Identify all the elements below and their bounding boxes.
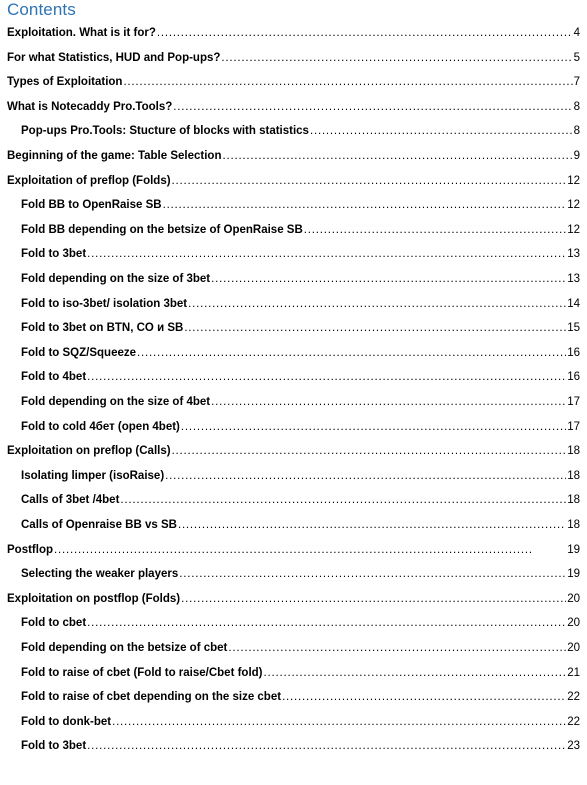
toc-entry-title: Fold to 3bet [21,740,87,753]
toc-entry[interactable] [21,320,580,336]
toc-entry[interactable] [21,517,580,533]
toc-entry-title: Fold to raise of cbet (Fold to raise/Cbet fold) [21,666,263,679]
toc-entry[interactable] [21,394,580,410]
dot-leader [123,74,572,90]
toc-entry-title: Isolating limper (isoRaise) [21,469,165,482]
toc-entry[interactable] [21,665,580,681]
toc-entry-title: Calls of 3bet /4bet [21,494,120,507]
toc-page-number: 18 [567,445,580,458]
toc-page-number: 12 [567,223,580,236]
toc-entry-title: Postflop [7,543,53,556]
toc-entry-title: Fold depending on the size of 4bet [21,396,211,408]
toc-entry-title: What is Notecaddy Pro.Tools? [7,100,173,113]
dot-leader [264,665,567,681]
dot-leader [173,99,572,115]
toc-entry-title: Beginning of the game: Table Selection [7,150,222,162]
toc-entry-title: Fold to SQZ/Squeeze [21,346,137,359]
toc-entry-title: Exploitation of preflop (Folds) [7,174,171,187]
toc-entry[interactable] [21,271,580,287]
dot-leader [188,296,566,312]
toc-entry-title: Fold BB to OpenRaise SB [21,199,162,212]
toc-entry-title: Fold depending on the betsize of cbet [21,642,228,654]
dot-leader [221,50,572,66]
toc-page-number: 16 [567,346,580,359]
toc-page-number: 13 [567,248,580,261]
dot-leader [228,640,566,656]
toc-page-number: 19 [567,543,580,556]
toc-page-number: 17 [567,420,580,433]
dot-leader [120,492,566,508]
dot-leader [87,615,566,631]
toc-entry[interactable] [21,345,580,361]
toc-page-number: 19 [567,568,580,581]
toc-page-number: 18 [567,519,580,531]
toc-entry-title: Exploitation on preflop (Calls) [7,445,171,458]
toc-page-number: 21 [567,666,580,679]
toc-page-number: 20 [567,592,580,605]
toc-page-number: 13 [567,273,580,285]
toc-entry[interactable] [7,148,580,164]
toc-entry[interactable] [7,443,580,459]
toc-page-number: 15 [567,322,580,335]
toc-entry-title: Exploitation on postflop (Folds) [7,592,181,605]
toc-entry[interactable] [21,197,580,213]
dot-leader [181,591,566,607]
toc-entry[interactable] [21,123,580,139]
dot-leader [54,542,566,558]
dot-leader [112,714,566,730]
toc-entry-title: Fold to cbet [21,617,87,630]
toc-entry[interactable] [21,738,580,754]
dot-leader [282,689,566,705]
toc-page-number: 16 [567,371,580,384]
toc-entry[interactable] [21,714,580,730]
toc-entry[interactable] [21,468,580,484]
toc-entry[interactable] [21,419,580,435]
toc-entry[interactable] [21,640,580,656]
dot-leader [87,246,566,262]
toc-page-number: 12 [567,174,580,187]
contents-heading: Contents [7,0,76,19]
dot-leader [178,517,566,533]
toc-entry-title: Exploitation. What is it for? [7,27,156,39]
toc-entry[interactable] [21,296,580,312]
toc-entry-title: Fold to 3bet [21,248,87,261]
toc-page-number: 17 [567,396,580,408]
toc-page-number: 9 [573,150,580,162]
toc-entry-title: Fold to 3bet on BTN, CO и SB [21,322,184,335]
dot-leader [172,173,567,189]
dot-leader [87,369,566,385]
dot-leader [184,320,566,336]
toc-page-number: 18 [567,469,580,482]
toc-entry-title: Selecting the weaker players [21,568,179,581]
toc-page-number: 5 [573,51,580,64]
toc-entry[interactable] [21,222,580,238]
dot-leader [310,123,573,139]
toc-entry[interactable] [7,591,580,607]
toc-entry[interactable] [21,492,580,508]
toc-page-number: 14 [567,297,580,310]
toc-page-number: 7 [573,76,580,89]
toc-page-number: 22 [567,715,580,728]
dot-leader [211,394,566,410]
toc-entry-title: Fold depending on the size of 3bet [21,273,211,285]
toc-entry[interactable] [21,566,580,582]
dot-leader [179,566,566,582]
toc-page-number: 23 [567,740,580,753]
toc-entry[interactable] [21,246,580,262]
toc-entry[interactable] [7,542,580,558]
toc-entry-title: Calls of Openraise BB vs SB [21,519,177,531]
dot-leader [87,738,566,754]
dot-leader [137,345,566,361]
toc-entry-title: Fold to iso-3bet/ isolation 3bet [21,297,188,310]
dot-leader [157,25,573,41]
dot-leader [304,222,566,238]
toc-page-number: 20 [567,617,580,630]
dot-leader [181,419,566,435]
dot-leader [211,271,566,287]
toc-page-number: 8 [573,100,580,113]
toc-entry-title: Fold to cold 4бет (open 4bet) [21,420,180,433]
toc-entry-title: Fold to 4bet [21,371,87,384]
toc-page-number: 4 [573,27,580,39]
toc-entry-title: Pop-ups Pro.Tools: Stucture of blocks with statistics [21,125,309,138]
toc-entry[interactable] [21,689,580,705]
toc-entry-title: Fold to raise of cbet depending on the size cbet [21,691,282,704]
dot-leader [172,443,567,459]
toc-entry[interactable] [7,74,580,90]
dot-leader [222,148,572,164]
toc-entry[interactable] [21,615,580,631]
toc-entry[interactable] [7,173,580,189]
dot-leader [163,197,567,213]
dot-leader [165,468,566,484]
toc-entry[interactable] [7,25,580,41]
toc-entry-title: Types of Exploitation [7,76,123,89]
toc-page-number: 18 [567,494,580,507]
toc-entry[interactable] [7,99,580,115]
toc-page-number: 8 [573,125,580,138]
toc-entry-title: For what Statistics, HUD and Pop-ups? [7,51,221,64]
toc-page-number: 12 [567,199,580,212]
toc-entry-title: Fold to donk-bet [21,715,112,728]
toc-page-number: 20 [567,642,580,654]
toc-entry[interactable] [7,50,580,66]
toc-entry[interactable] [21,369,580,385]
toc-entry-title: Fold BB depending on the betsize of OpenRaise SB [21,223,303,236]
toc-page-number: 22 [567,691,580,704]
